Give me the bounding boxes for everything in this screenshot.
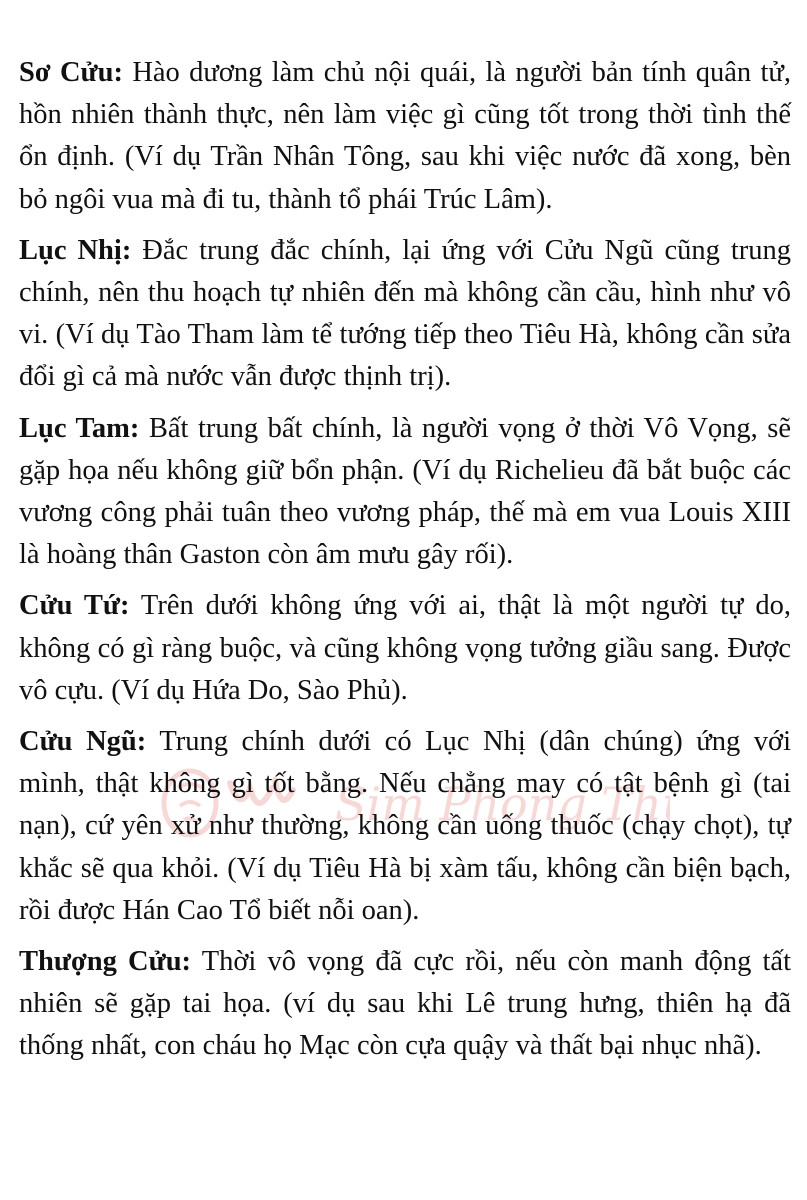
- paragraph-luc-tam: [19, 408, 791, 577]
- paragraph-label: Lục Nhị:: [19, 234, 132, 266]
- paragraph-luc-nhi: [19, 230, 791, 399]
- paragraph-text: Trên dưới không ứng với ai, thật là một người tự do, không có gì ràng buộc, và cũng không vọng tưởng giầu sang. Được vô cựu. (Ví dụ Hứa Do, Sào Phủ).: [19, 590, 791, 706]
- watermark-text: Sim Phong Th: [335, 777, 662, 831]
- paragraph-thuong-cuu: [19, 941, 791, 1068]
- paragraph-text: Hào dương làm chủ nội quái, là người bản tính quân tử, hồn nhiên thành thực, nên làm việc gì cũng tốt trong thời tình thế ổn định. (Ví dụ Trần Nhân Tông, sau khi việc nước đã xong, bèn bỏ ngôi vua mà đi tu, thành tổ phái Trúc Lâm).: [19, 57, 791, 215]
- paragraph-label: Lục Tam:: [19, 412, 140, 444]
- paragraph-text: Bất trung bất chính, là người vọng ở thời Vô Vọng, sẽ gặp họa nếu không giữ bổn phận. (Ví dụ Richelieu đã bắt buộc các vương công phải tuân theo vương pháp, thế mà em vua Louis XIII là hoàng thân Gaston còn âm mưu gây rối).: [19, 412, 792, 571]
- document-body: [19, 52, 791, 1077]
- paragraph-label: Cửu Ngũ:: [19, 726, 147, 758]
- paragraph-text: Trung chính dưới có Lục Nhị (dân chúng) ứng với mình, thật không gì tốt bằng. Nếu chẳng may có tật bệnh gì (tai nạn), cứ yên xử như thường, không cần uống thuốc (chạy chọt), tự khắc sẽ qua khỏi. (Ví dụ Tiêu Hà bị xàm tấu, không cần biện bạch, rồi được Hán Cao Tổ biết nỗi oan).: [19, 726, 791, 926]
- paragraph-text: Đắc trung đắc chính, lại ứng với Cửu Ngũ cũng trung chính, nên thu hoạch tự nhiên đến mà không cần cầu, hình như vô vi. (Ví dụ Tào Tham làm tể tướng tiếp theo Tiêu Hà, không cần sửa đổi gì cả mà nước vẫn được thịnh trị).: [19, 234, 791, 393]
- paragraph-so-cuu: [19, 52, 791, 221]
- paragraph-label: Thượng Cửu:: [19, 946, 192, 978]
- paragraph-cuu-ngu: [19, 721, 791, 932]
- paragraph-label: Cửu Tứ:: [19, 590, 130, 622]
- paragraph-label: Sơ Cửu:: [19, 57, 123, 88]
- paragraph-cuu-tu: [19, 585, 791, 712]
- paragraph-text: Thời vô vọng đã cực rồi, nếu còn manh động tất nhiên sẽ gặp tai họa. (ví dụ sau khi Lê trung hưng, thiên hạ đã thống nhất, con cháu họ Mạc còn cựa quậy và thất bại nhục nhã).: [19, 946, 791, 1062]
